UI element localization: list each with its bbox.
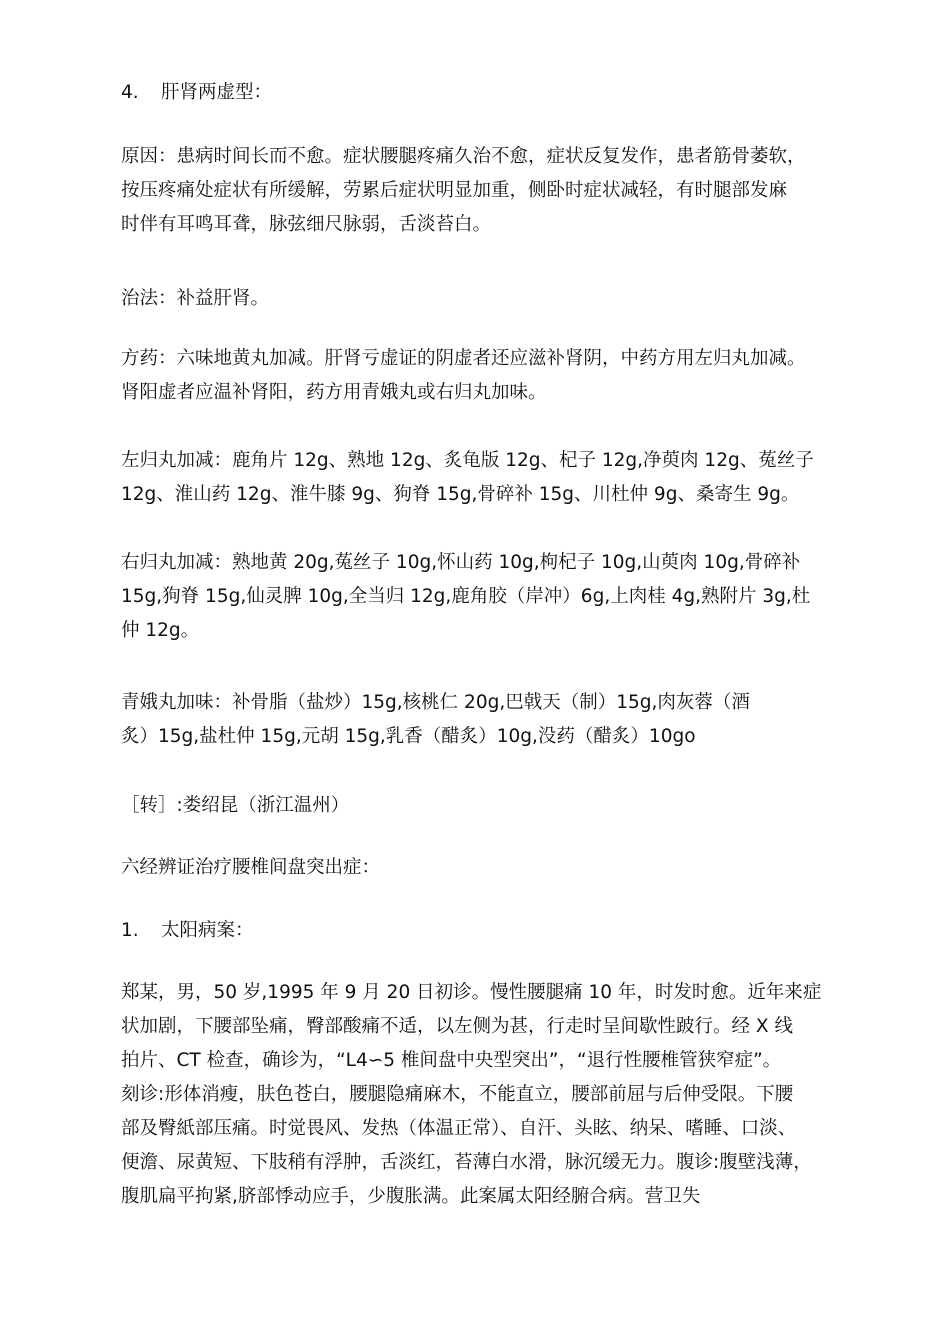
yougui-paragraph xyxy=(121,546,841,648)
text-line: 方药：六味地黄丸加减。肝肾亏虚证的阴虚者还应滋补肾阴，中药方用左归丸加减。 xyxy=(121,348,806,369)
text-line: 左归丸加减：鹿角片 12g、熟地 12g、炙龟版 12g、杞子 12g,净萸肉 12g、菟丝子 xyxy=(121,450,814,471)
section-number: 1. xyxy=(121,920,139,941)
section-number: 4. xyxy=(121,82,139,103)
prescription-paragraph xyxy=(121,342,841,410)
text-line: 拍片、CT 检查，确诊为，“L4∽5 椎间盘中央型突出”，“退行性腰椎管狭窄症”。 xyxy=(121,1050,782,1071)
section-title: 肝肾两虚型： xyxy=(161,82,273,103)
six-channels-title xyxy=(121,851,841,885)
text-line: 15g,狗脊 15g,仙灵脾 10g,全当归 12g,鹿角胶（岸冲）6g,上肉桂 4g,熟附片 3g,杜 xyxy=(121,586,811,607)
text-line: 部及臀紙部压痛。时觉畏风、发热（体温正常）、自汗、头眩、纳呆、嗜睡、口淡、 xyxy=(121,1118,797,1139)
cause-paragraph xyxy=(121,140,841,242)
zuogui-paragraph xyxy=(121,444,841,512)
text-line: 仲 12g。 xyxy=(121,620,200,641)
text-line: 刻诊:形体消瘦，肤色苍白，腰腿隐痛麻木，不能直立，腰部前屈与后伸受限。下腰 xyxy=(121,1084,794,1105)
text-line: 郑某，男，50 岁,1995 年 9 月 20 日初诊。慢性腰腿痛 10 年，时发时愈。近年来症 xyxy=(121,982,822,1003)
case1-paragraph xyxy=(121,976,841,1214)
text-line: ［转］:娄绍昆（浙江温州） xyxy=(121,795,350,816)
source-line xyxy=(121,789,841,823)
text-line: 六经辨证治疗腰椎间盘突出症： xyxy=(121,857,381,878)
text-line: 肾阳虚者应温补肾阳，药方用青娥丸或右归丸加味。 xyxy=(121,382,547,403)
text-line: 治法：补益肝肾。 xyxy=(121,288,270,309)
text-line: 右归丸加减：熟地黄 20g,菟丝子 10g,怀山药 10g,枸杞子 10g,山萸肉 10g,骨碎补 xyxy=(121,552,801,573)
section-title: 太阳病案： xyxy=(161,920,254,941)
section-heading-4 xyxy=(121,76,841,110)
case1-heading xyxy=(121,914,841,948)
text-line: 按压疼痛处症状有所缓解，劳累后症状明显加重，侧卧时症状减轻，有时腿部发麻 xyxy=(121,180,788,201)
text-line: 原因：患病时间长而不愈。症状腰腿疼痛久治不愈，症状反复发作，患者筋骨萎软， xyxy=(121,146,806,167)
text-line: 状加剧，下腰部坠痛，臀部酸痛不适，以左侧为甚，行走时呈间歇性跛行。经 X 线 xyxy=(121,1016,793,1037)
text-line: 12g、淮山药 12g、淮牛膝 9g、狗脊 15g,骨碎补 15g、川杜仲 9g、桑寄生 9g。 xyxy=(121,484,800,505)
text-line: 时伴有耳鸣耳聋，脉弦细尺脉弱，舌淡苔白。 xyxy=(121,214,492,235)
text-line: 炙）15g,盐杜仲 15g,元胡 15g,乳香（醋炙）10g,没药（醋炙）10go xyxy=(121,726,696,747)
text-line: 腹肌扁平拘紧,脐部悸动应手，少腹胀满。此案属太阳经腑合病。营卫失 xyxy=(121,1186,701,1207)
text-line: 便澹、尿黄短、下肢稍有浮肿，舌淡红，苔薄白水滑，脉沉缓无力。腹诊:腹壁浅薄， xyxy=(121,1152,812,1173)
qinge-paragraph xyxy=(121,686,841,754)
text-line: 青娥丸加味：补骨脂（盐炒）15g,核桃仁 20g,巴戟天（制）15g,肉灰蓉（酒 xyxy=(121,692,750,713)
treatment-paragraph xyxy=(121,282,841,316)
